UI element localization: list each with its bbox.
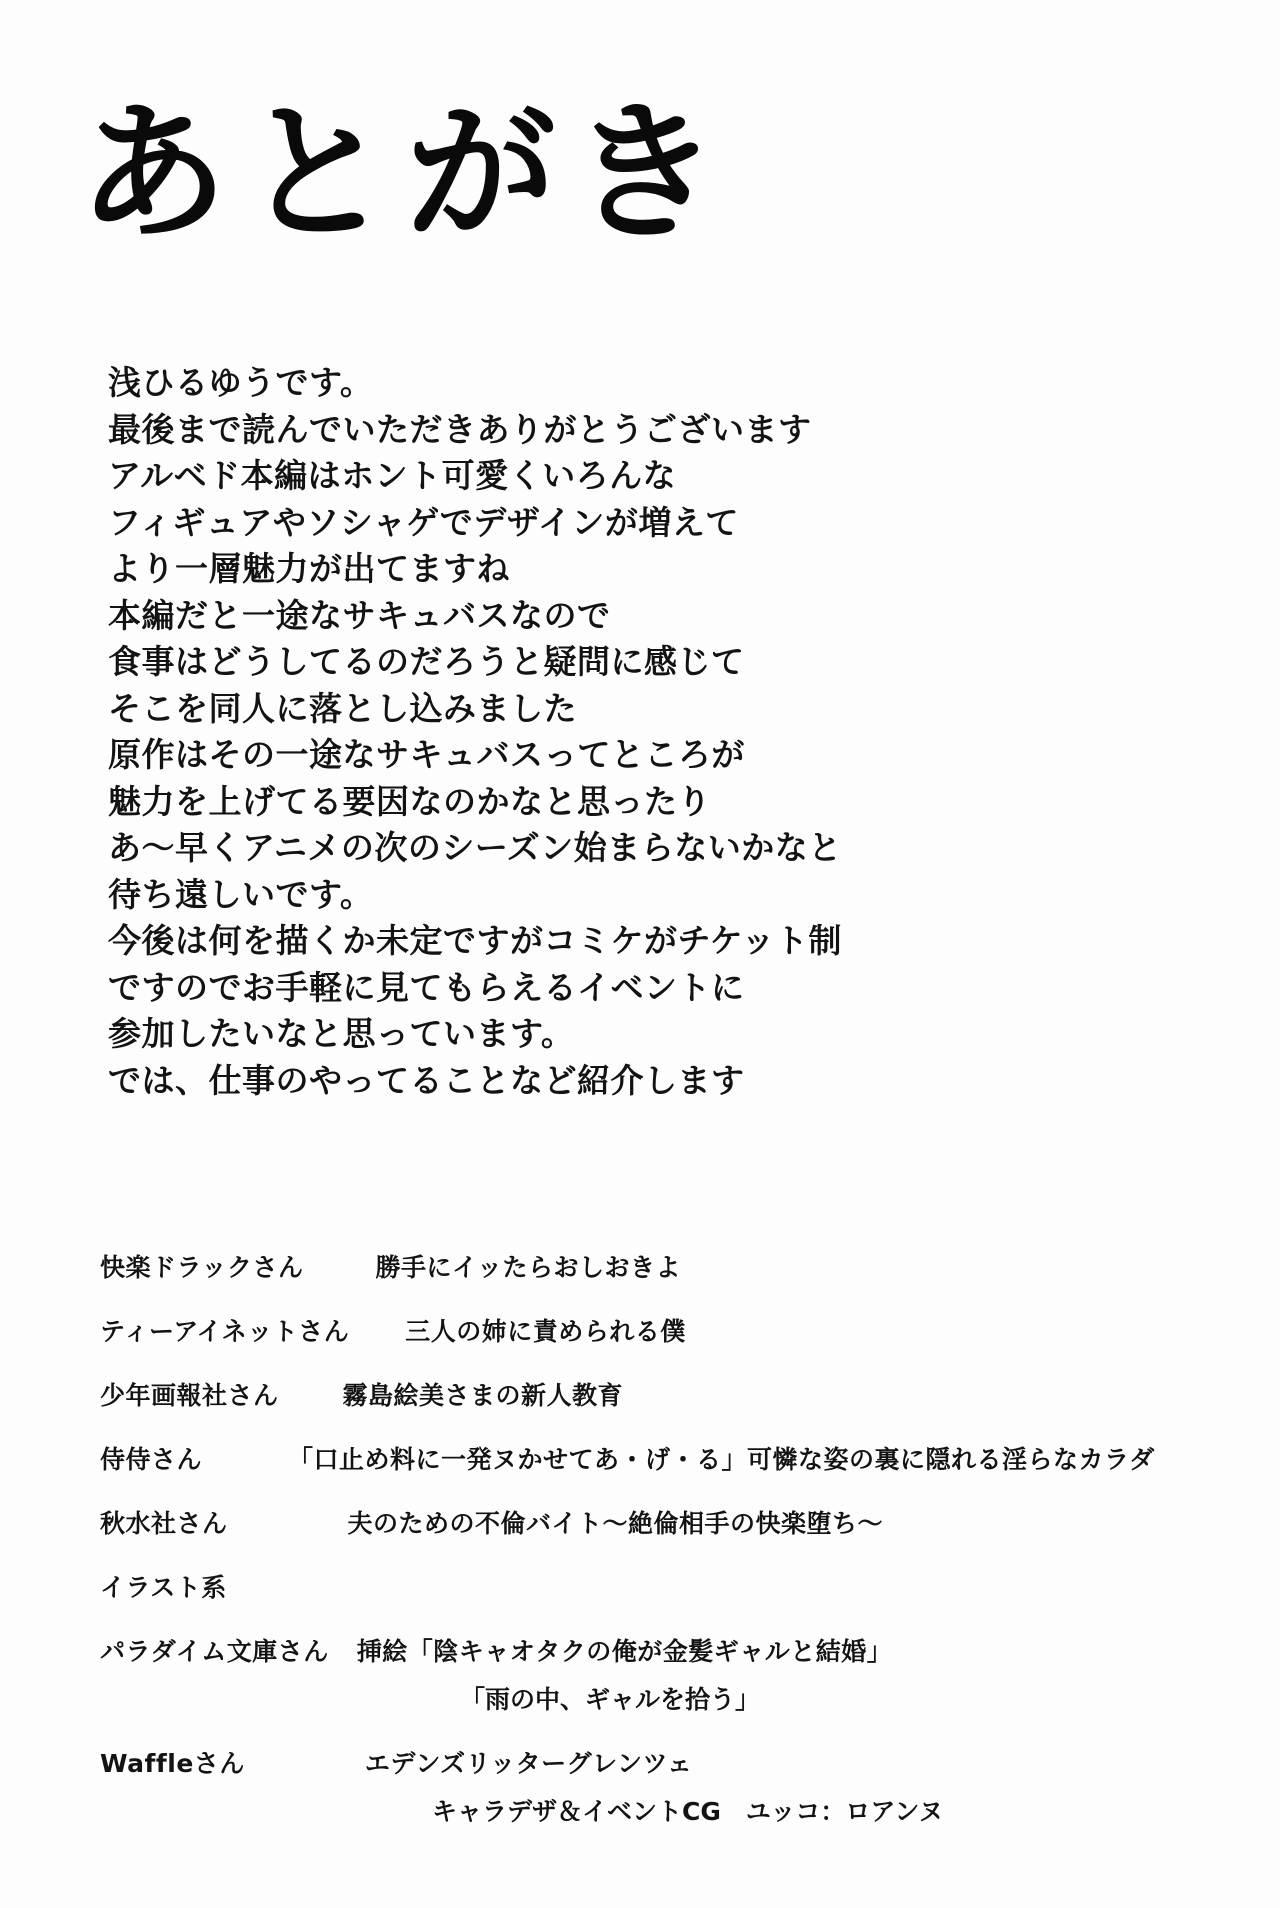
body-line: フィギュアやソシャゲでデザインが増えて bbox=[108, 502, 739, 542]
body-line: アルベド本編はホント可愛くいろんな bbox=[108, 456, 677, 495]
credit-row bbox=[100, 1248, 1220, 1284]
credit-row bbox=[100, 1440, 1220, 1476]
body-line: 食事はどうしてるのだろうと疑問に感じて bbox=[108, 642, 745, 681]
page-title: あとがき bbox=[78, 87, 735, 261]
credit-work: 三人の姉に責められる僕 bbox=[405, 1317, 686, 1346]
credit-row bbox=[100, 1376, 1220, 1412]
body-line: 最後まで読んでいただきありがとうございます bbox=[108, 409, 812, 449]
body-line: 原作はその一途なサキュバスってところが bbox=[108, 735, 745, 774]
credit-row bbox=[100, 1568, 1220, 1604]
credit-row bbox=[100, 1744, 1220, 1780]
body-line: 浅ひるゆうです。 bbox=[108, 363, 374, 402]
body-line: 魅力を上げてる要因なのかなと思ったり bbox=[108, 781, 711, 821]
credit-work-secondary: 「雨の中、ギャルを拾う」 bbox=[460, 1685, 761, 1714]
credit-client: 侍侍さん bbox=[100, 1445, 203, 1474]
credit-client: 快楽ドラックさん bbox=[100, 1253, 304, 1282]
body-line: そこを同人に落とし込みました bbox=[108, 688, 577, 728]
credit-client: ティーアイネットさん bbox=[100, 1317, 350, 1346]
body-line: あ〜早くアニメの次のシーズン始まらないかなと bbox=[108, 828, 842, 867]
credit-work: 霧島絵美さまの新人教育 bbox=[342, 1381, 624, 1410]
credit-row bbox=[100, 1312, 1220, 1348]
credit-client: 秋水社さん bbox=[100, 1509, 228, 1538]
credit-work: 挿絵「陰キャオタクの俺が金髪ギャルと結婚」 bbox=[356, 1637, 893, 1666]
afterword-body bbox=[108, 360, 1188, 1104]
credit-work: 「口止め料に一発ヌかせてあ・げ・る」可憐な姿の裏に隠れる淫らなカラダ bbox=[288, 1445, 1155, 1474]
credit-client: Waffleさん bbox=[100, 1749, 245, 1778]
credits-list bbox=[100, 1248, 1220, 1828]
body-line: 本編だと一途なサキュバスなので bbox=[108, 595, 611, 635]
body-line: 待ち遠しいです。 bbox=[108, 874, 374, 914]
credit-row bbox=[100, 1632, 1220, 1668]
credit-client: イラスト系 bbox=[100, 1573, 227, 1602]
body-line: より一層魅力が出てますね bbox=[108, 549, 510, 588]
credit-client: 少年画報社さん bbox=[100, 1381, 279, 1410]
credit-work: 夫のための不倫バイト〜絶倫相手の快楽堕ち〜 bbox=[347, 1509, 884, 1538]
body-line: 今後は何を描くか未定ですがコミケがチケット制 bbox=[108, 921, 843, 960]
body-line: では、仕事のやってることなど紹介します bbox=[108, 1060, 745, 1100]
credit-row bbox=[100, 1504, 1220, 1540]
credit-work: 勝手にイッたらおしおきよ bbox=[375, 1253, 682, 1282]
body-line: ですのでお手軽に見てもらえるイベントに bbox=[108, 967, 745, 1007]
credit-work-secondary: キャラデザ＆イベントCG ユッコ：ロアンヌ bbox=[432, 1797, 944, 1826]
body-line: 参加したいなと思っています。 bbox=[108, 1014, 575, 1053]
credit-work: エデンズリッターグレンツェ bbox=[364, 1749, 693, 1778]
credit-client: パラダイム文庫さん bbox=[100, 1637, 329, 1666]
